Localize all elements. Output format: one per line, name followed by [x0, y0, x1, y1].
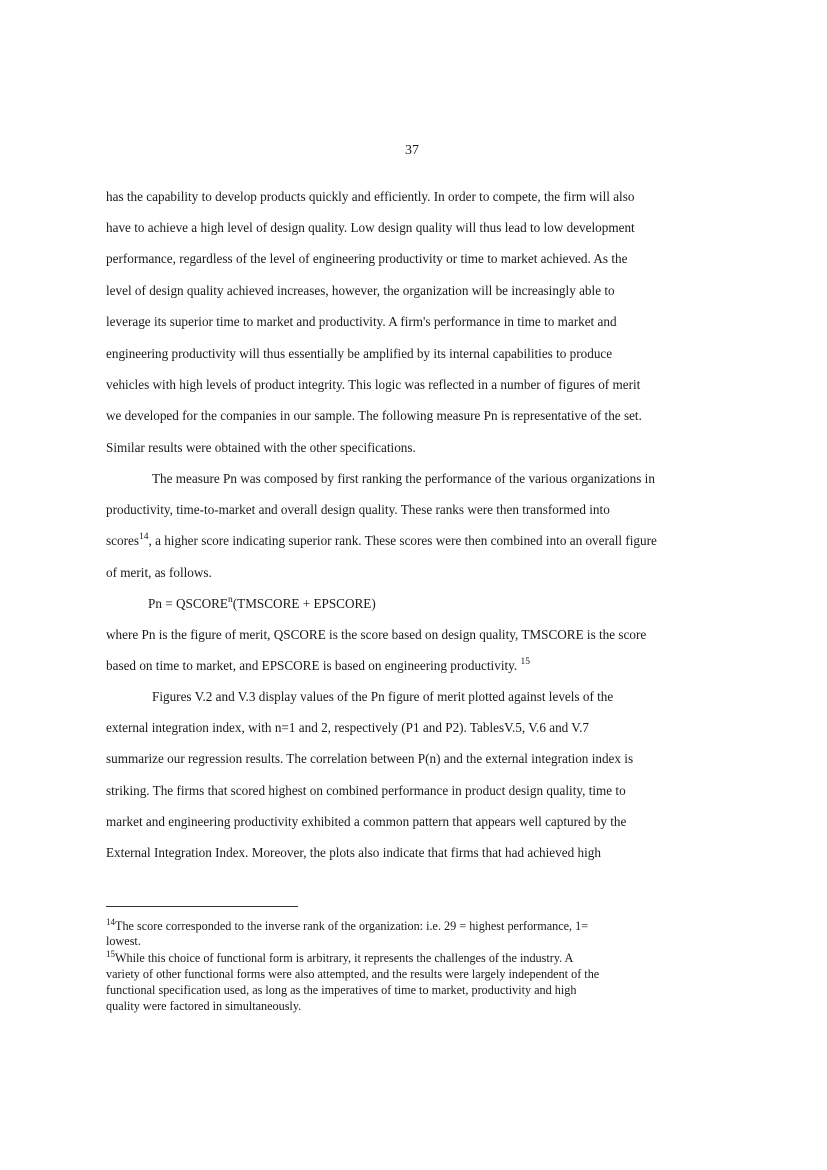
- text-line: market and engineering productivity exhibited a common pattern that appears well captured by the: [106, 814, 627, 829]
- footnote-number: 14: [106, 917, 115, 927]
- text-line: productivity, time-to-market and overall design quality. These ranks were then transformed into: [106, 502, 610, 517]
- text-span: based on time to market, and EPSCORE is based on engineering productivity.: [106, 658, 521, 673]
- text-line: External Integration Index. Moreover, the plots also indicate that firms that had achieved high: [106, 845, 601, 860]
- text-line: striking. The firms that scored highest on combined performance in product design quality, time to: [106, 783, 626, 798]
- formula-text: Pn = QSCORE: [148, 596, 228, 611]
- text-line: external integration index, with n=1 and 2, respectively (P1 and P2). TablesV.5, V.6 and V.7: [106, 720, 590, 735]
- text-line: summarize our regression results. The correlation between P(n) and the external integration index is: [106, 751, 634, 766]
- text-line: [106, 532, 657, 550]
- footnote-text: lowest.: [106, 934, 141, 948]
- footnote-text: functional specification used, as long as the imperatives of time to market, productivity and high: [106, 983, 577, 997]
- footnote-text: variety of other functional forms were also attempted, and the results were largely independent of the: [106, 967, 600, 981]
- footnote-14: [106, 919, 588, 934]
- footnote-text: While this choice of functional form is arbitrary, it represents the challenges of the industry. A: [115, 951, 574, 965]
- footnote-number: 15: [106, 949, 115, 959]
- text-line: we developed for the companies in our sample. The following measure Pn is representative of the set.: [106, 408, 642, 423]
- footnote-ref-14[interactable]: 14: [138, 532, 149, 542]
- footnote-divider: [106, 906, 298, 907]
- text-line: vehicles with high levels of product integrity. This logic was reflected in a number of figures of merit: [106, 377, 641, 392]
- footnote-15: [106, 951, 573, 966]
- text-line: of merit, as follows.: [106, 565, 212, 580]
- text-line: performance, regardless of the level of engineering productivity or time to market achieved. As the: [106, 251, 628, 266]
- text-line: The measure Pn was composed by first ranking the performance of the various organizations in: [152, 471, 655, 486]
- footnote-text: The score corresponded to the inverse rank of the organization: i.e. 29 = highest performance, 1=: [115, 919, 589, 933]
- text-span: , a higher score indicating superior rank. These scores were then combined into an overall figure: [148, 533, 657, 548]
- page-number: 37: [405, 143, 419, 158]
- formula-text: (TMSCORE + EPSCORE): [232, 596, 376, 611]
- text-line: leverage its superior time to market and productivity. A firm's performance in time to market and: [106, 314, 617, 329]
- text-line: level of design quality achieved increases, however, the organization will be increasingly able to: [106, 283, 615, 298]
- formula-line: [148, 595, 376, 613]
- text-line: Similar results were obtained with the other specifications.: [106, 440, 416, 455]
- text-span: scores: [106, 533, 139, 548]
- text-line: has the capability to develop products quickly and efficiently. In order to compete, the firm will also: [106, 189, 635, 204]
- text-line: Figures V.2 and V.3 display values of the Pn figure of merit plotted against levels of the: [152, 689, 614, 704]
- footnote-ref-15[interactable]: 15: [520, 657, 530, 667]
- footnote-text: quality were factored in simultaneously.: [106, 999, 302, 1013]
- text-line: [106, 657, 530, 675]
- text-line: where Pn is the figure of merit, QSCORE is the score based on design quality, TMSCORE is the score: [106, 627, 647, 642]
- formula-exponent: n: [228, 595, 233, 605]
- text-line: have to achieve a high level of design quality. Low design quality will thus lead to low development: [106, 220, 635, 235]
- text-line: engineering productivity will thus essentially be amplified by its internal capabilities to produce: [106, 346, 613, 361]
